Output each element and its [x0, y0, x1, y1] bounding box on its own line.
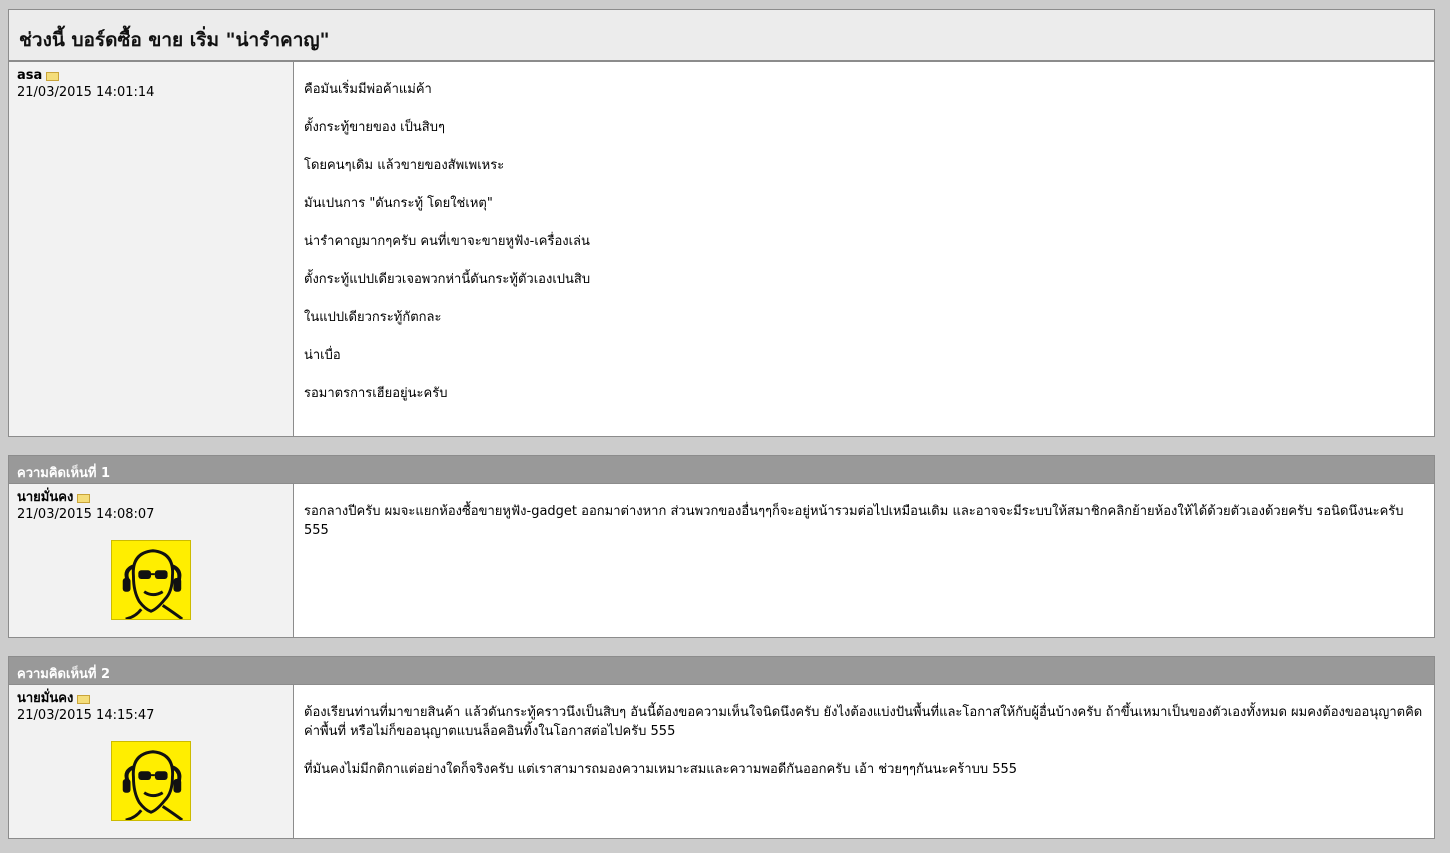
avatar-caricature-icon: [111, 741, 191, 821]
comment-1: [8, 455, 1435, 638]
post-line: รอกลางปีครับ ผมจะแยกห้องซื้อขายหูฟัง-gadget ออกมาต่างหาก ส่วนพวกของอื่นๆๆก็จะอยู่หน้ารวมต่อไปเหมือนเดิม และอาจจะมีระบบให้สมาชิกคลิกย้ายห้องให้ได้ด้วยตัวเองด้วยครับ รอนิดนึงนะครับ 555: [304, 504, 1404, 538]
post-line: ตั้งกระทู้ขายของ เป็นสิบๆ: [304, 120, 445, 135]
post-line: คือมันเริ่มมีพ่อค้าแม่ค้า: [304, 82, 432, 97]
envelope-icon[interactable]: [46, 72, 59, 81]
author-info: [17, 690, 285, 707]
post-line: รอมาตรการเฮียอยู่นะครับ: [304, 386, 448, 401]
envelope-icon[interactable]: [77, 494, 90, 503]
author-info: [17, 489, 285, 506]
post-date: 21/03/2015 14:08:07: [17, 507, 155, 522]
comment-body: [9, 685, 1434, 838]
post-content: [294, 685, 1434, 838]
topic-body: [9, 62, 1434, 436]
author-info: [17, 67, 285, 84]
post-line: มันเปนการ "ดันกระทู้ โดยใช่เหตุ": [304, 196, 493, 211]
post-line: ต้องเรียนท่านที่มาขายสินค้า แล้วดันกระทู้คราวนึงเป็นสิบๆ อันนี้ต้องขอความเห็นใจนิดนึงครับ ยังไงต้องแบ่งปันพื้นที่และโอกาสให้กับผู้อื่นบ้างครับ ถ้าขึ้นเหมาเป็นของตัวเองทั้งหมด ผมคงต้องขออนุญาตคิดค่าพื้นที่ หรือไม่ก็ขออนุญาตแบนล็อคอินทิ้งในโอกาสต่อไปครับ 555: [304, 705, 1423, 739]
post-line: น่ารำคาญมากๆครับ คนที่เขาจะขายหูฟัง-เครื่องเล่น: [304, 234, 590, 249]
author-name[interactable]: นายมั่นคง: [17, 490, 74, 505]
author-panel: [9, 484, 294, 637]
post-line: ตั้งกระทู้แปปเดียวเจอพวกห่านี้ดันกระทู้ตัวเองเปนสิบ: [304, 272, 591, 287]
comment-2: [8, 656, 1435, 839]
topic-title: ช่วงนี้ บอร์ดซื้อ ขาย เริ่ม "น่ารำคาญ": [9, 10, 1434, 62]
post-date: 21/03/2015 14:01:14: [17, 85, 155, 100]
topic-post: [8, 9, 1435, 437]
post-content: [294, 484, 1434, 637]
comment-header: ความคิดเห็นที่ 2: [9, 657, 1434, 685]
post-date: 21/03/2015 14:15:47: [17, 708, 155, 723]
avatar-caricature-icon: [111, 540, 191, 620]
post-line: โดยคนๆเดิม แล้วขายของสัพเพเหระ: [304, 158, 505, 173]
author-panel: [9, 62, 294, 436]
post-line: น่าเบื่อ: [304, 348, 341, 363]
comment-header: ความคิดเห็นที่ 1: [9, 456, 1434, 484]
author-panel: [9, 685, 294, 838]
thread: [8, 9, 1435, 839]
post-content: [294, 62, 1434, 436]
envelope-icon[interactable]: [77, 695, 90, 704]
author-name[interactable]: asa: [17, 68, 43, 83]
author-name[interactable]: นายมั่นคง: [17, 691, 74, 706]
post-line: ในแปปเดียวกระทู้กัตกละ: [304, 310, 442, 325]
comment-body: [9, 484, 1434, 637]
post-line: ที่มันคงไม่มีกติกาแต่อย่างใดก็จริงครับ แต่เราสามารถมองความเหมาะสมและความพอดีกันออกครับ เอ้า ช่วยๆๆกันนะคร้าบบ 555: [304, 762, 1018, 777]
